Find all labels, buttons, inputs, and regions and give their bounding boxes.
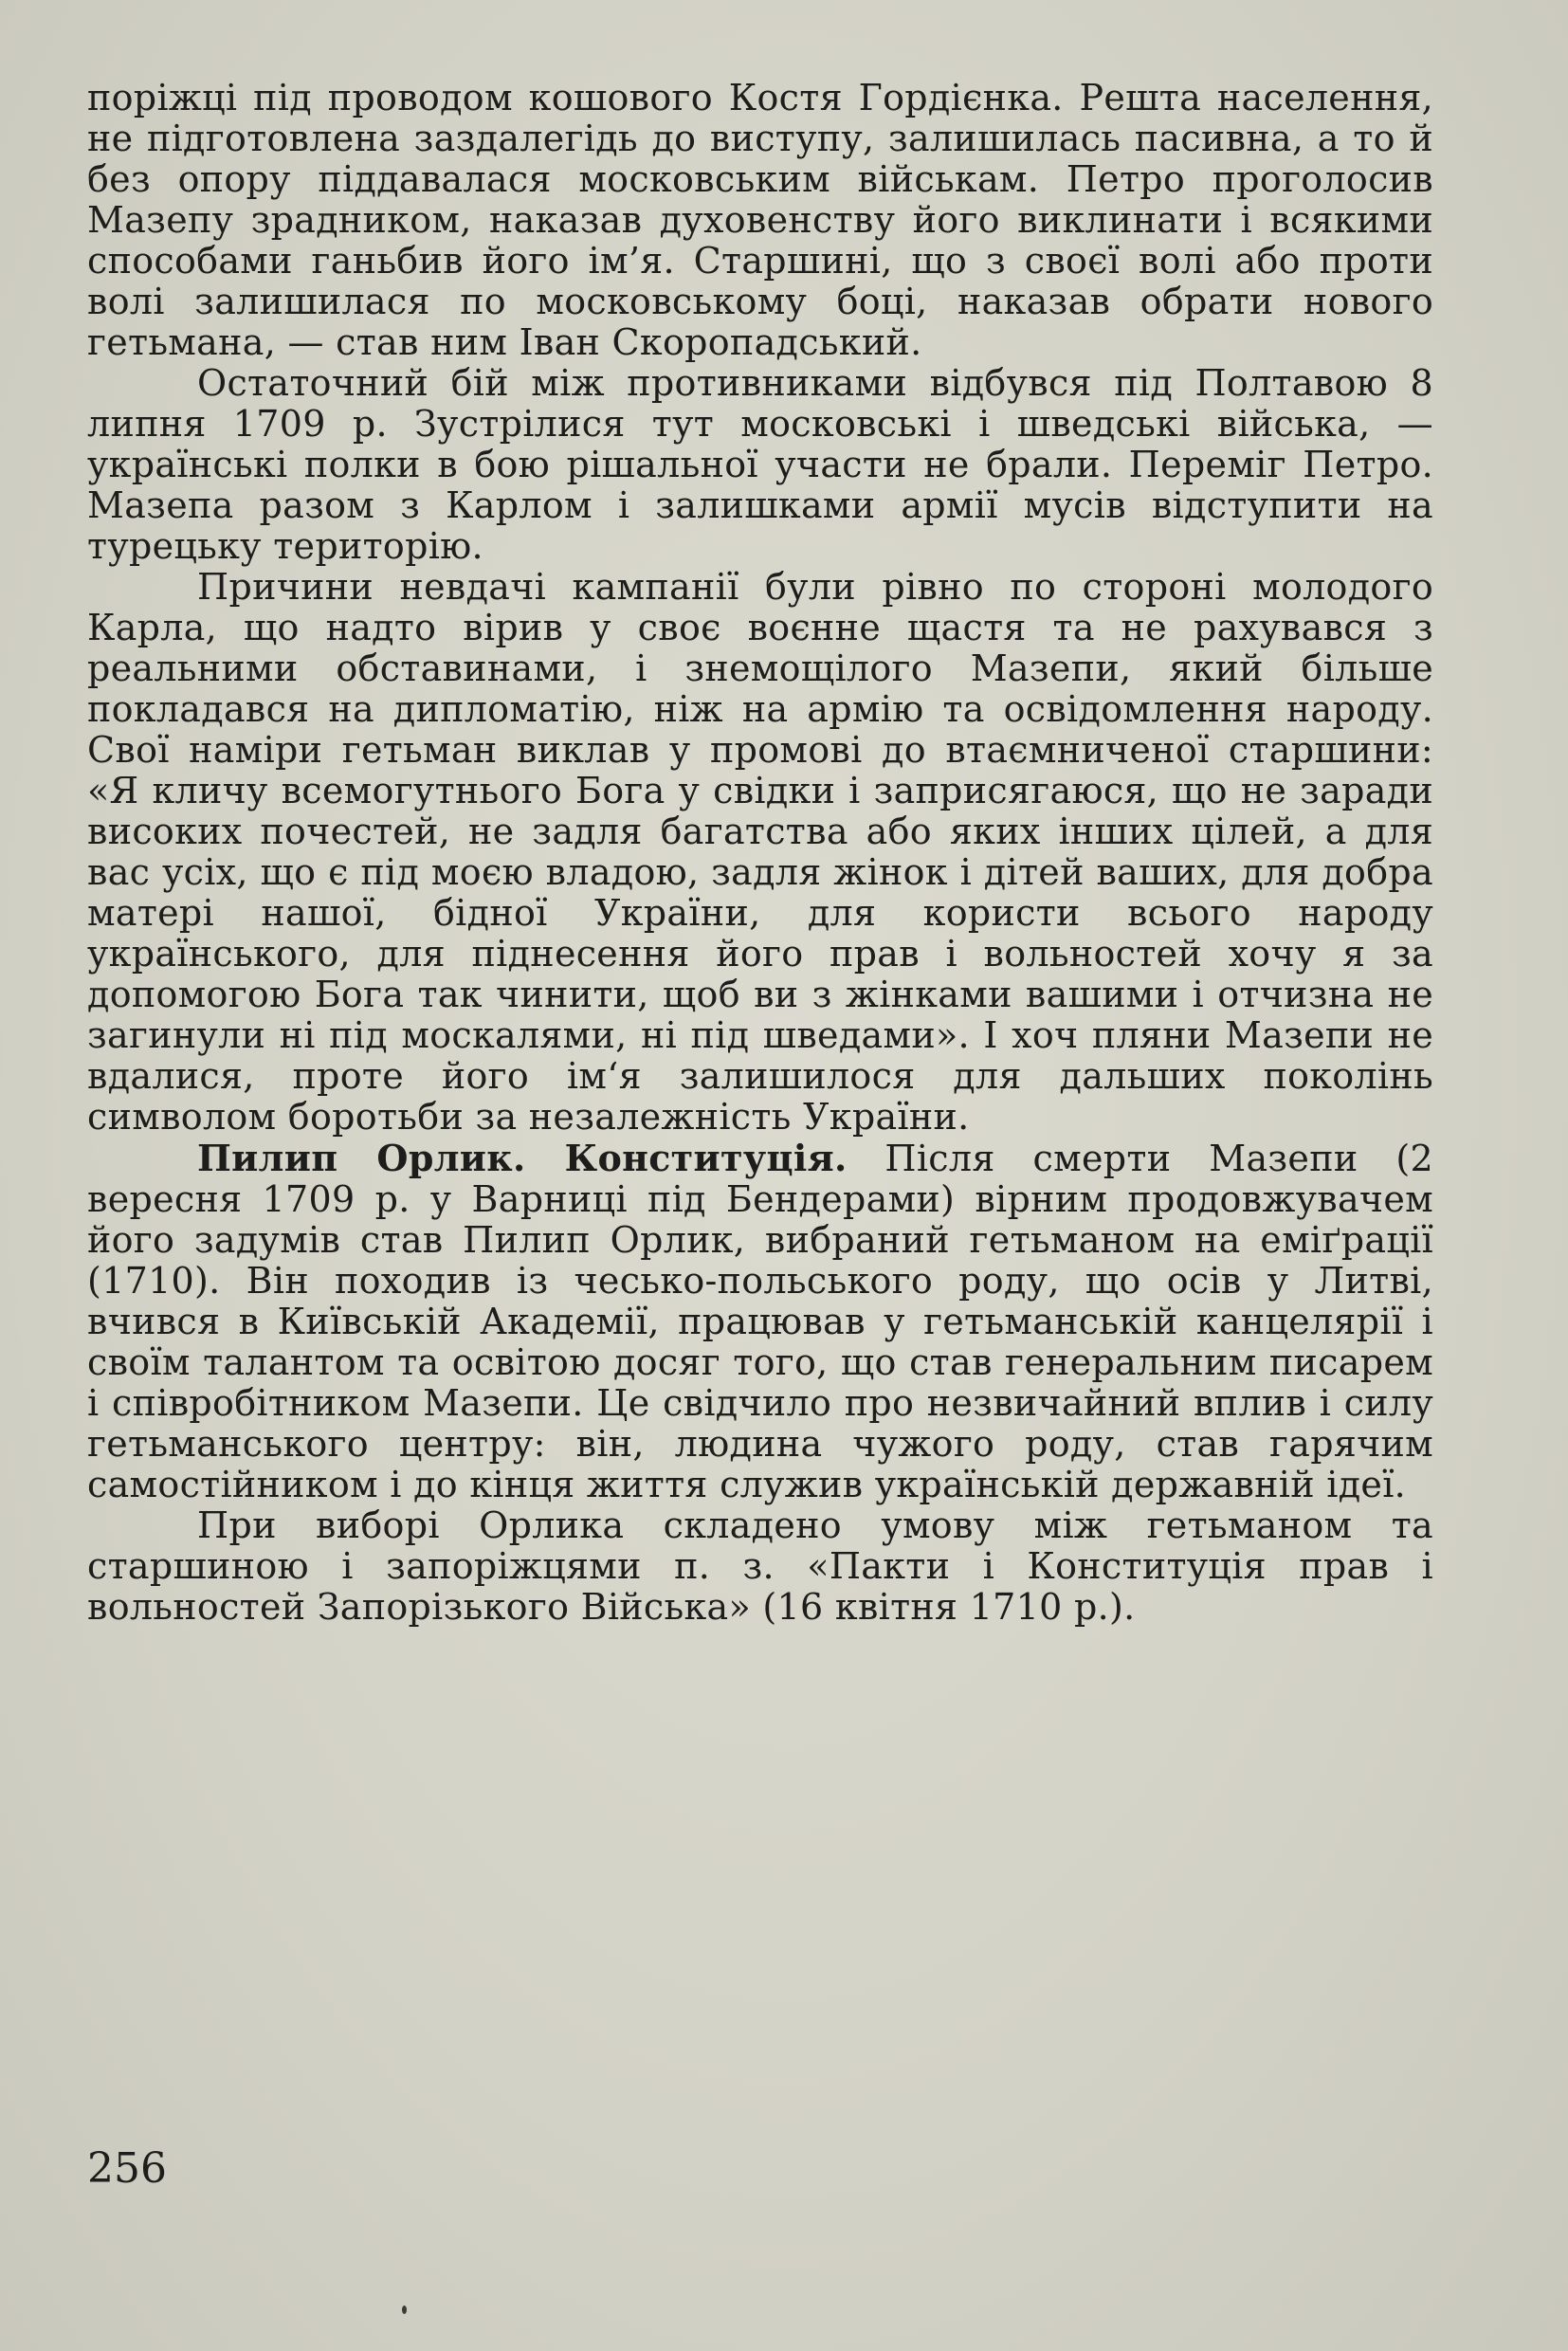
ink-speck — [402, 2305, 407, 2314]
paragraph-3 — [87, 567, 1433, 1138]
paragraph-4 — [87, 1138, 1433, 1505]
paragraph-1 — [87, 78, 1433, 363]
paragraph-2 — [87, 363, 1433, 567]
paragraph-2-text: Остаточний бій між противниками відбувся під Полтавою 8 липня 1709 р. Зустрілися тут московські і шведські війська, — українські полки в бою рішальної участи не брали. Переміг Петро. Мазепа разом з Карлом і залишками армії мусів відступити на турецьку територію. — [87, 362, 1433, 567]
paragraph-5-text: При виборі Орлика складено умову між гетьманом та старшиною і запоріжцями п. з. «Пакти і Конституція прав і вольностей Запорізького Війська» (16 квітня 1710 р.). — [87, 1504, 1433, 1628]
paragraph-3-text: Причини невдачі кампанії були рівно по стороні молодого Карла, що надто вірив у своє воєнне щастя та не рахувався з реальними обставинами, і знемощілого Мазепи, який більше покладався на дипломатію, ніж на армію та освідомлення народу. Свої наміри гетьман виклав у промові до втаємниченої старшини: «Я кличу всемогутнього Бога у свідки і заприсягаюся, що не заради високих почестей, не задля багатства або яких інших цілей, а для вас усіх, що є під моєю владою, задля жінок і дітей ваших, для добра матері нашої, бідної України, для користи всього народу українського, для піднесення його прав і вольностей хочу я за допомогою Бога так чинити, щоб ви з жінками вашими і отчизна не загинули ні під москалями, ні під шведами». І хоч пляни Мазепи не вдалися, проте його ім‘я залишилося для дальших поколінь символом боротьби за незалежність України. — [87, 566, 1433, 1138]
paragraph-1-text: поріжці під проводом кошового Костя Гордієнка. Решта населення, не підготовлена заздалегідь до виступу, залишилась пасивна, а то й без опору піддавалася московським військам. Петро проголосив Мазепу зрадником, наказав духовенству його виклинати і всякими способами ганьбив його ім’я. Старшині, що з своєї волі або проти волі залишилася по московському боці, наказав обрати нового гетьмана, — став ним Іван Скоропадський. — [87, 77, 1433, 363]
body-text — [87, 78, 1433, 1628]
page-number: 256 — [87, 2144, 167, 2193]
paragraph-5 — [87, 1505, 1433, 1628]
section-heading: Пилип Орлик. Конституція. — [197, 1137, 848, 1179]
paragraph-4-text: Після смерти Мазепи (2 вересня 1709 р. у Варниці під Бендерами) вірним продовжувачем його задумів став Пилип Орлик, вибраний гетьманом на еміґрації (1710). Він походив із чесько-польського роду, що осів у Литві, вчився в Київській Академії, працював у гетьманській канцелярії і своїм талантом та освітою досяг того, що став генеральним писарем і співробітником Мазепи. Це свідчило про незвичайний вплив і силу гетьманського центру: він, людина чужого роду, став гарячим самостійником і до кінця життя служив українській державній ідеї. — [87, 1138, 1433, 1505]
